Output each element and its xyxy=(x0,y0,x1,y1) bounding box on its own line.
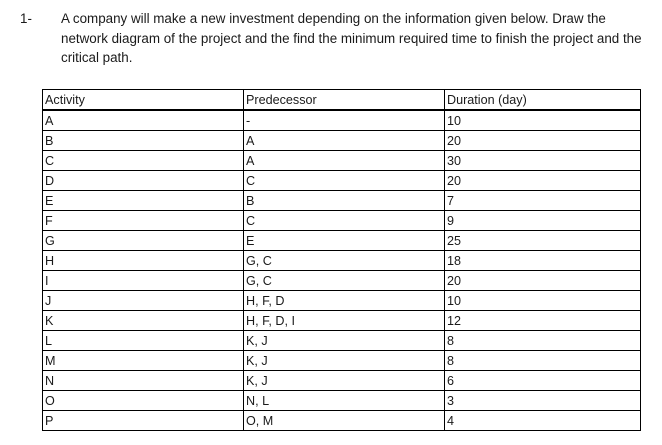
cell-predecessor: C xyxy=(244,171,445,191)
cell-activity: G xyxy=(43,231,244,251)
table-row xyxy=(43,271,641,291)
cell-activity: I xyxy=(43,271,244,291)
cell-activity: B xyxy=(43,131,244,151)
table-row xyxy=(43,191,641,211)
cell-duration: 8 xyxy=(445,351,641,371)
cell-predecessor: H, F, D xyxy=(244,291,445,311)
cell-predecessor: K, J xyxy=(244,331,445,351)
table-row xyxy=(43,331,641,351)
cell-predecessor: E xyxy=(244,231,445,251)
cell-predecessor: K, J xyxy=(244,351,445,371)
table-row xyxy=(43,110,641,131)
cell-activity: K xyxy=(43,311,244,331)
cell-duration: 3 xyxy=(445,391,641,411)
cell-duration: 20 xyxy=(445,271,641,291)
cell-predecessor: B xyxy=(244,191,445,211)
table-row xyxy=(43,391,641,411)
table-row xyxy=(43,311,641,331)
question-text: A company will make a new investment depending on the information given below. Draw the network diagram of the project and the find the minimum required time to finish the project and the critical path. xyxy=(61,11,642,65)
cell-predecessor: - xyxy=(244,110,445,131)
cell-duration: 7 xyxy=(445,191,641,211)
cell-activity: L xyxy=(43,331,244,351)
cell-activity: M xyxy=(43,351,244,371)
cell-predecessor: C xyxy=(244,211,445,231)
cell-activity: J xyxy=(43,291,244,311)
cell-activity: H xyxy=(43,251,244,271)
table-row xyxy=(43,231,641,251)
cell-predecessor: G, C xyxy=(244,251,445,271)
table-row xyxy=(43,151,641,171)
cell-duration: 10 xyxy=(445,291,641,311)
cell-duration: 18 xyxy=(445,251,641,271)
cell-duration: 20 xyxy=(445,131,641,151)
question-number: 1- xyxy=(20,11,32,26)
table-body xyxy=(43,110,641,431)
table-row xyxy=(43,351,641,371)
cell-duration: 25 xyxy=(445,231,641,251)
cell-duration: 10 xyxy=(445,110,641,131)
cell-duration: 4 xyxy=(445,411,641,431)
cell-predecessor: O, M xyxy=(244,411,445,431)
table-row xyxy=(43,171,641,191)
cell-activity: P xyxy=(43,411,244,431)
cell-activity: N xyxy=(43,371,244,391)
cell-predecessor: A xyxy=(244,151,445,171)
cell-activity: D xyxy=(43,171,244,191)
table-header-row xyxy=(43,90,641,111)
table-row xyxy=(43,411,641,431)
cell-predecessor: K, J xyxy=(244,371,445,391)
cell-duration: 9 xyxy=(445,211,641,231)
cell-duration: 6 xyxy=(445,371,641,391)
cell-duration: 30 xyxy=(445,151,641,171)
table-row xyxy=(43,251,641,271)
cell-activity: A xyxy=(43,110,244,131)
cell-duration: 8 xyxy=(445,331,641,351)
cell-predecessor: N, L xyxy=(244,391,445,411)
table-row xyxy=(43,291,641,311)
header-predecessor: Predecessor xyxy=(244,90,445,111)
cell-predecessor: G, C xyxy=(244,271,445,291)
cell-predecessor: A xyxy=(244,131,445,151)
cell-duration: 20 xyxy=(445,171,641,191)
cell-predecessor: H, F, D, I xyxy=(244,311,445,331)
table-row xyxy=(43,211,641,231)
cell-activity: C xyxy=(43,151,244,171)
cell-duration: 12 xyxy=(445,311,641,331)
cell-activity: F xyxy=(43,211,244,231)
cell-activity: O xyxy=(43,391,244,411)
header-activity: Activity xyxy=(43,90,244,111)
header-duration: Duration (day) xyxy=(445,90,641,111)
table-row xyxy=(43,131,641,151)
activity-table xyxy=(42,89,641,431)
cell-activity: E xyxy=(43,191,244,211)
table-row xyxy=(43,371,641,391)
